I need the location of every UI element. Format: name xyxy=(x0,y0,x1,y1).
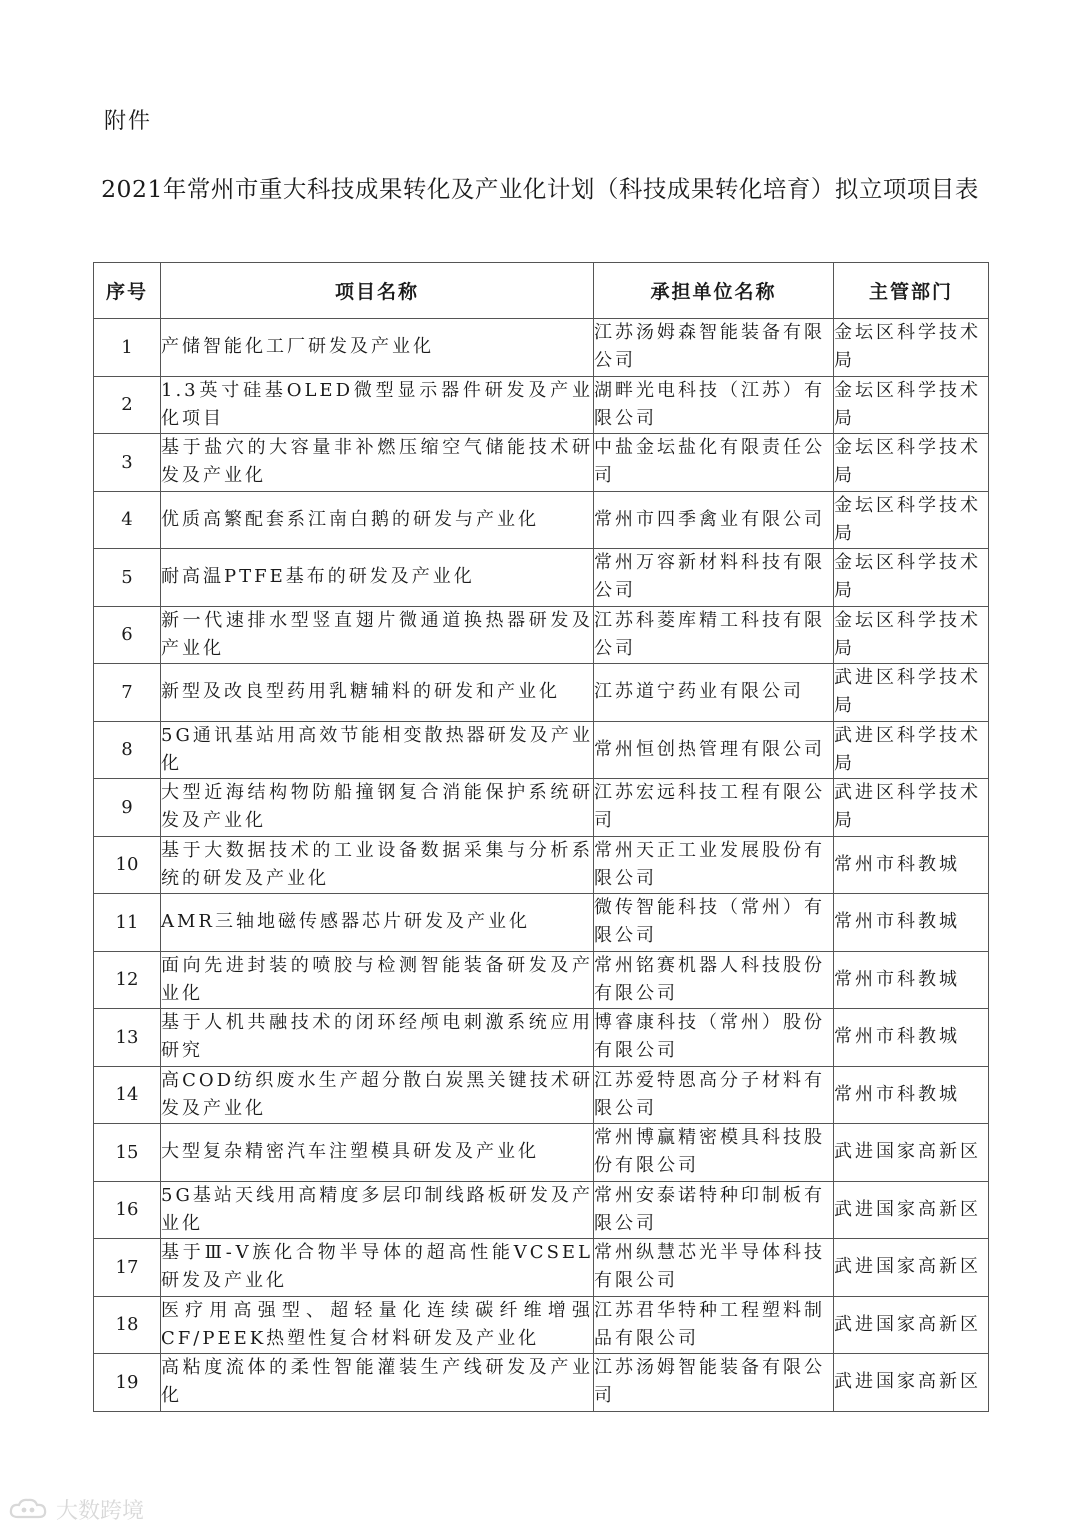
row-unit-name: 常州万容新材料科技有限公司 xyxy=(594,549,834,607)
row-department: 武进区科学技术局 xyxy=(834,664,989,722)
row-project-name: AMR三轴地磁传感器芯片研发及产业化 xyxy=(161,894,594,952)
row-department: 金坛区科学技术局 xyxy=(834,549,989,607)
row-number: 3 xyxy=(94,434,161,492)
row-project-name: 产储智能化工厂研发及产业化 xyxy=(161,319,594,377)
row-department: 常州市科教城 xyxy=(834,1066,989,1124)
row-department: 金坛区科学技术局 xyxy=(834,376,989,434)
row-unit-name: 江苏汤姆智能装备有限公司 xyxy=(594,1354,834,1412)
table-row xyxy=(94,1066,989,1124)
row-project-name: 基于人机共融技术的闭环经颅电刺激系统应用研究 xyxy=(161,1009,594,1067)
row-project-name: 耐高温PTFE基布的研发及产业化 xyxy=(161,549,594,607)
row-department: 武进国家高新区 xyxy=(834,1239,989,1297)
table-row xyxy=(94,779,989,837)
row-department: 武进国家高新区 xyxy=(834,1181,989,1239)
row-project-name: 基于盐穴的大容量非补燃压缩空气储能技术研发及产业化 xyxy=(161,434,594,492)
watermark-text: 大数跨境 xyxy=(56,1499,145,1524)
row-number: 6 xyxy=(94,606,161,664)
row-unit-name: 江苏君华特种工程塑料制品有限公司 xyxy=(594,1296,834,1354)
table-header-row xyxy=(94,263,989,319)
table-row xyxy=(94,1296,989,1354)
project-table xyxy=(93,262,989,1412)
row-department: 武进区科学技术局 xyxy=(834,779,989,837)
table-row xyxy=(94,836,989,894)
row-project-name: 医疗用高强型、超轻量化连续碳纤维增强CF/PEEK热塑性复合材料研发及产业化 xyxy=(161,1296,594,1354)
row-unit-name: 微传智能科技（常州）有限公司 xyxy=(594,894,834,952)
row-project-name: 基于大数据技术的工业设备数据采集与分析系统的研发及产业化 xyxy=(161,836,594,894)
row-number: 2 xyxy=(94,376,161,434)
table-body xyxy=(94,319,989,1412)
row-unit-name: 江苏道宁药业有限公司 xyxy=(594,664,834,722)
row-project-name: 1.3英寸硅基OLED微型显示器件研发及产业化项目 xyxy=(161,376,594,434)
row-unit-name: 江苏科菱库精工科技有限公司 xyxy=(594,606,834,664)
row-number: 4 xyxy=(94,491,161,549)
table-row xyxy=(94,1181,989,1239)
table-row xyxy=(94,319,989,377)
row-number: 7 xyxy=(94,664,161,722)
row-unit-name: 江苏爱特恩高分子材料有限公司 xyxy=(594,1066,834,1124)
row-number: 13 xyxy=(94,1009,161,1067)
row-project-name: 面向先进封装的喷胶与检测智能装备研发及产业化 xyxy=(161,951,594,1009)
table-row xyxy=(94,1009,989,1067)
row-unit-name: 湖畔光电科技（江苏）有限公司 xyxy=(594,376,834,434)
table-row xyxy=(94,376,989,434)
table-row xyxy=(94,1124,989,1182)
row-project-name: 优质高繁配套系江南白鹅的研发与产业化 xyxy=(161,491,594,549)
row-number: 17 xyxy=(94,1239,161,1297)
table-row xyxy=(94,491,989,549)
row-unit-name: 常州天正工业发展股份有限公司 xyxy=(594,836,834,894)
row-department: 金坛区科学技术局 xyxy=(834,491,989,549)
row-department: 武进国家高新区 xyxy=(834,1124,989,1182)
watermark xyxy=(8,1494,144,1525)
row-project-name: 大型复杂精密汽车注塑模具研发及产业化 xyxy=(161,1124,594,1182)
row-project-name: 新一代速排水型竖直翅片微通道换热器研发及产业化 xyxy=(161,606,594,664)
row-department: 常州市科教城 xyxy=(834,1009,989,1067)
row-number: 12 xyxy=(94,951,161,1009)
row-number: 14 xyxy=(94,1066,161,1124)
table-row xyxy=(94,951,989,1009)
page-title: 2021年常州市重大科技成果转化及产业化计划（科技成果转化培育）拟立项项目表 xyxy=(101,175,979,203)
row-number: 9 xyxy=(94,779,161,837)
row-unit-name: 中盐金坛盐化有限责任公司 xyxy=(594,434,834,492)
row-unit-name: 江苏宏远科技工程有限公司 xyxy=(594,779,834,837)
row-department: 常州市科教城 xyxy=(834,951,989,1009)
row-project-name: 高COD纺织废水生产超分散白炭黑关键技术研发及产业化 xyxy=(161,1066,594,1124)
header-unit: 承担单位名称 xyxy=(594,263,834,319)
annex-label: 附件 xyxy=(104,109,153,134)
table-row xyxy=(94,894,989,952)
row-department: 金坛区科学技术局 xyxy=(834,606,989,664)
row-department: 常州市科教城 xyxy=(834,894,989,952)
table-row xyxy=(94,434,989,492)
row-unit-name: 常州纵慧芯光半导体科技有限公司 xyxy=(594,1239,834,1297)
row-unit-name: 常州恒创热管理有限公司 xyxy=(594,721,834,779)
cloud-logo-icon xyxy=(8,1497,52,1523)
row-unit-name: 常州博赢精密模具科技股份有限公司 xyxy=(594,1124,834,1182)
row-department: 常州市科教城 xyxy=(834,836,989,894)
row-department: 金坛区科学技术局 xyxy=(834,434,989,492)
row-department: 武进国家高新区 xyxy=(834,1354,989,1412)
row-number: 18 xyxy=(94,1296,161,1354)
row-project-name: 5G通讯基站用高效节能相变散热器研发及产业化 xyxy=(161,721,594,779)
row-number: 1 xyxy=(94,319,161,377)
row-number: 16 xyxy=(94,1181,161,1239)
row-number: 10 xyxy=(94,836,161,894)
row-number: 8 xyxy=(94,721,161,779)
row-project-name: 基于Ⅲ-Ⅴ族化合物半导体的超高性能VCSEL研发及产业化 xyxy=(161,1239,594,1297)
row-project-name: 大型近海结构物防船撞钢复合消能保护系统研发及产业化 xyxy=(161,779,594,837)
table-row xyxy=(94,606,989,664)
row-unit-name: 常州铭赛机器人科技股份有限公司 xyxy=(594,951,834,1009)
row-department: 武进国家高新区 xyxy=(834,1296,989,1354)
header-no: 序号 xyxy=(94,263,161,319)
row-department: 金坛区科学技术局 xyxy=(834,319,989,377)
row-department: 武进区科学技术局 xyxy=(834,721,989,779)
table-row xyxy=(94,549,989,607)
table-row xyxy=(94,1239,989,1297)
row-unit-name: 博睿康科技（常州）股份有限公司 xyxy=(594,1009,834,1067)
row-number: 19 xyxy=(94,1354,161,1412)
row-project-name: 5G基站天线用高精度多层印制线路板研发及产业化 xyxy=(161,1181,594,1239)
row-number: 5 xyxy=(94,549,161,607)
table-row xyxy=(94,664,989,722)
row-number: 11 xyxy=(94,894,161,952)
table-row xyxy=(94,1354,989,1412)
row-project-name: 高粘度流体的柔性智能灌装生产线研发及产业化 xyxy=(161,1354,594,1412)
row-project-name: 新型及改良型药用乳糖辅料的研发和产业化 xyxy=(161,664,594,722)
header-dept: 主管部门 xyxy=(834,263,989,319)
row-unit-name: 江苏汤姆森智能装备有限公司 xyxy=(594,319,834,377)
row-unit-name: 常州市四季禽业有限公司 xyxy=(594,491,834,549)
row-unit-name: 常州安泰诺特种印制板有限公司 xyxy=(594,1181,834,1239)
row-number: 15 xyxy=(94,1124,161,1182)
header-project-name: 项目名称 xyxy=(161,263,594,319)
table-row xyxy=(94,721,989,779)
